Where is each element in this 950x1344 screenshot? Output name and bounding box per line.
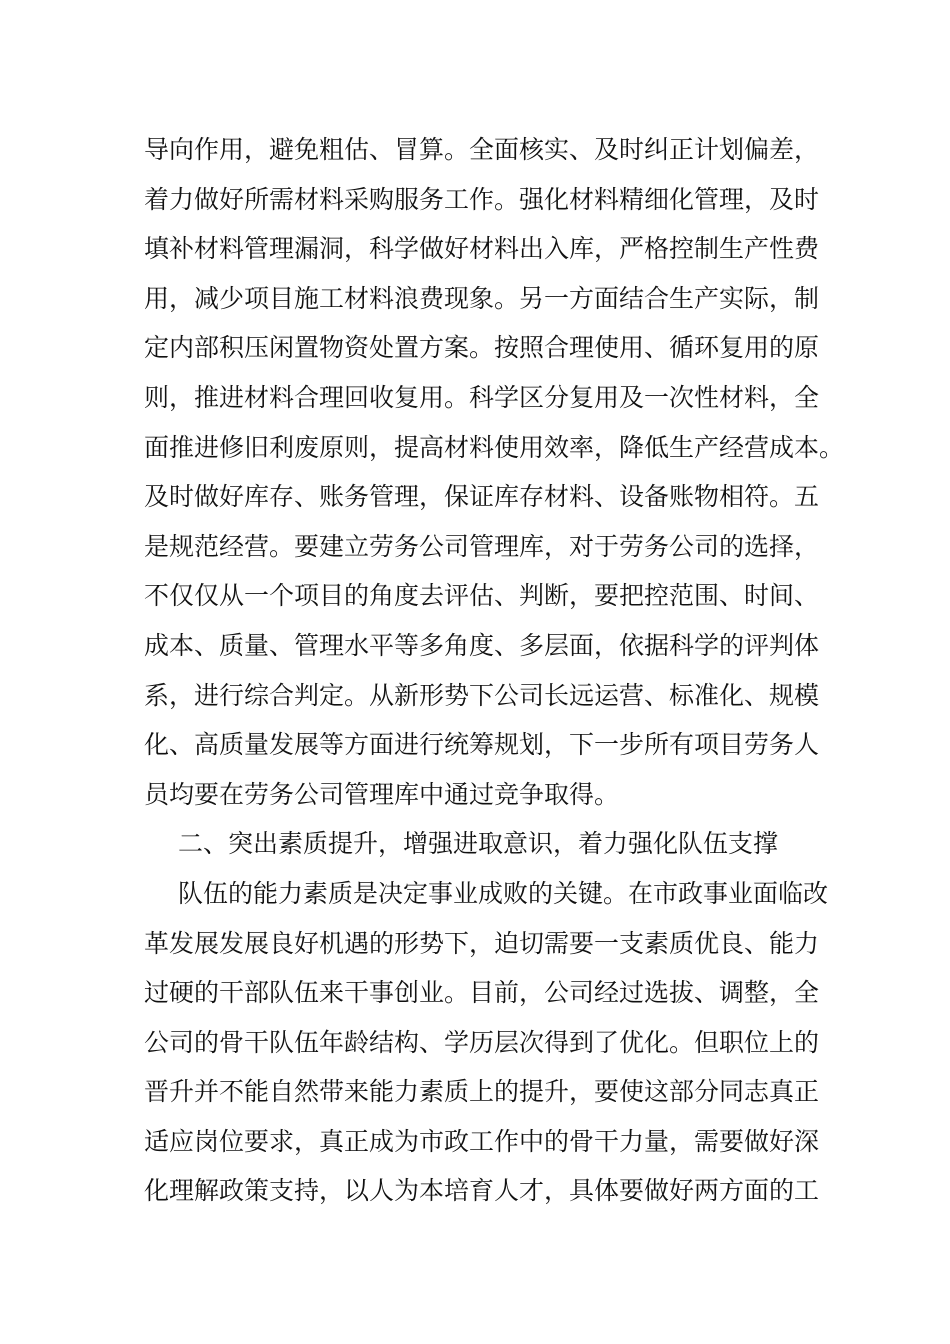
text-line: 成本、质量、管理水平等多角度、多层面，依据科学的评判体 bbox=[144, 630, 820, 660]
text-line: 用，减少项目施工材料浪费现象。另一方面结合生产实际，制 bbox=[144, 283, 820, 313]
text-line: 员均要在劳务公司管理库中通过竞争取得。 bbox=[144, 779, 620, 809]
text-line: 化理解政策支持，以人为本培育人才，具体要做好两方面的工 bbox=[144, 1176, 820, 1206]
paragraph-2 bbox=[144, 869, 844, 1216]
paragraph-1 bbox=[144, 125, 844, 819]
section-heading: 二、突出素质提升，增强进取意识，着力强化队伍支撑 bbox=[178, 829, 779, 859]
text-line: 则，推进材料合理回收复用。科学区分复用及一次性材料，全 bbox=[144, 382, 820, 412]
text-line: 适应岗位要求，真正成为市政工作中的骨干力量，需要做好深 bbox=[144, 1126, 820, 1156]
text-line: 不仅仅从一个项目的角度去评估、判断，要把控范围、时间、 bbox=[144, 581, 820, 611]
text-line: 是规范经营。要建立劳务公司管理库，对于劳务公司的选择， bbox=[144, 531, 820, 561]
text-line: 及时做好库存、账务管理，保证库存材料、设备账物相符。五 bbox=[144, 482, 820, 512]
text-line: 着力做好所需材料采购服务工作。强化材料精细化管理，及时 bbox=[144, 184, 820, 214]
text-line: 填补材料管理漏洞，科学做好材料出入库，严格控制生产性费 bbox=[144, 234, 820, 264]
text-line: 晋升并不能自然带来能力素质上的提升，要使这部分同志真正 bbox=[144, 1077, 820, 1107]
text-line: 定内部积压闲置物资处置方案。按照合理使用、循环复用的原 bbox=[144, 333, 820, 363]
text-line: 系，进行综合判定。从新形势下公司长远运营、标准化、规模 bbox=[144, 680, 820, 710]
text-line: 面推进修旧利废原则，提高材料使用效率，降低生产经营成本。 bbox=[144, 432, 845, 462]
text-line: 革发展发展良好机遇的形势下，迫切需要一支素质优良、能力 bbox=[144, 928, 820, 958]
text-line: 公司的骨干队伍年龄结构、学历层次得到了优化。但职位上的 bbox=[144, 1027, 820, 1057]
text-line: 化、高质量发展等方面进行统筹规划，下一步所有项目劳务人 bbox=[144, 730, 820, 760]
text-line: 过硬的干部队伍来干事创业。目前，公司经过选拔、调整，全 bbox=[144, 978, 820, 1008]
text-line: 队伍的能力素质是决定事业成败的关键。在市政事业面临改 bbox=[178, 878, 829, 908]
document-body bbox=[144, 125, 844, 1216]
text-line: 导向作用，避免粗估、冒算。全面核实、及时纠正计划偏差， bbox=[144, 135, 820, 164]
